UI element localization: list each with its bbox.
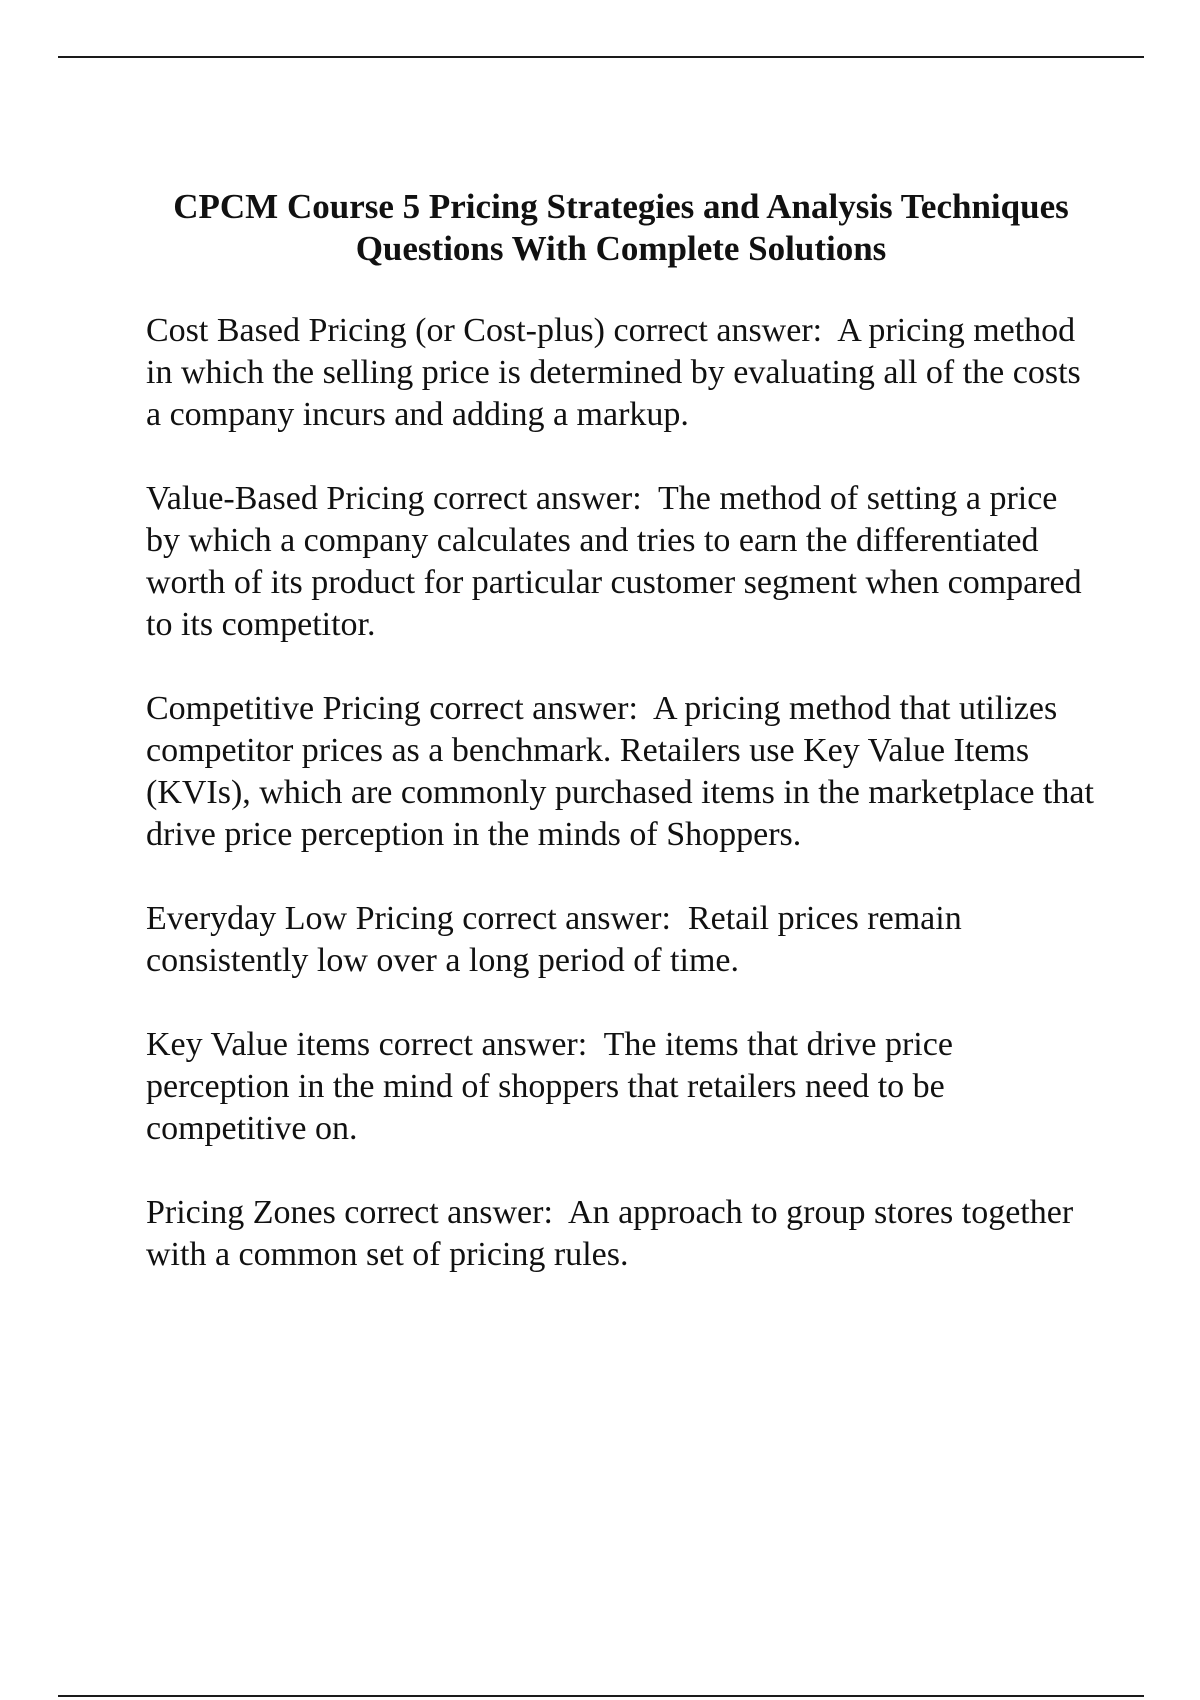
qa-term: Everyday Low Pricing correct answer: [146,900,671,937]
qa-term: Value-Based Pricing correct answer: [146,480,642,517]
title-line-2: Questions With Complete Solutions [355,229,887,268]
qa-definition: A pricing method that utilizes competitor prices as a benchmark. Retailers use Key Value Items (KVIs), which are commonly purchased items in the marketplace that drive price perception in the minds of Shoppers. [146,690,1094,853]
bottom-rule [58,1695,1144,1697]
qa-term: Key Value items correct answer: [146,1026,588,1063]
qa-definition: A pricing method in which the selling price is determined by evaluating all of the costs a company incurs and adding a markup. [146,312,1081,433]
top-rule [58,56,1144,58]
qa-definition: The items that drive price perception in the mind of shoppers that retailers need to be competitive on. [146,1026,953,1147]
qa-entry-everyday-low-pricing [146,898,1096,982]
qa-list [146,310,1096,1276]
qa-definition: An approach to group stores together with a common set of pricing rules. [146,1194,1074,1273]
qa-entry-key-value-items [146,1024,1096,1150]
qa-term: Competitive Pricing correct answer: [146,690,638,727]
qa-entry-cost-based-pricing [146,310,1096,436]
document-title [146,186,1096,270]
qa-entry-pricing-zones [146,1192,1096,1276]
qa-term: Pricing Zones correct answer: [146,1194,553,1231]
qa-definition: Retail prices remain consistently low over a long period of time. [146,900,962,979]
qa-entry-competitive-pricing [146,688,1096,856]
qa-term: Cost Based Pricing (or Cost-plus) correct answer: [146,312,823,349]
qa-entry-value-based-pricing [146,478,1096,646]
title-line-1: CPCM Course 5 Pricing Strategies and Analysis Techniques [173,187,1069,226]
qa-definition: The method of setting a price by which a company calculates and tries to earn the differentiated worth of its product for particular customer segment when compared to its competitor. [146,480,1082,643]
document-body [146,186,1096,1318]
